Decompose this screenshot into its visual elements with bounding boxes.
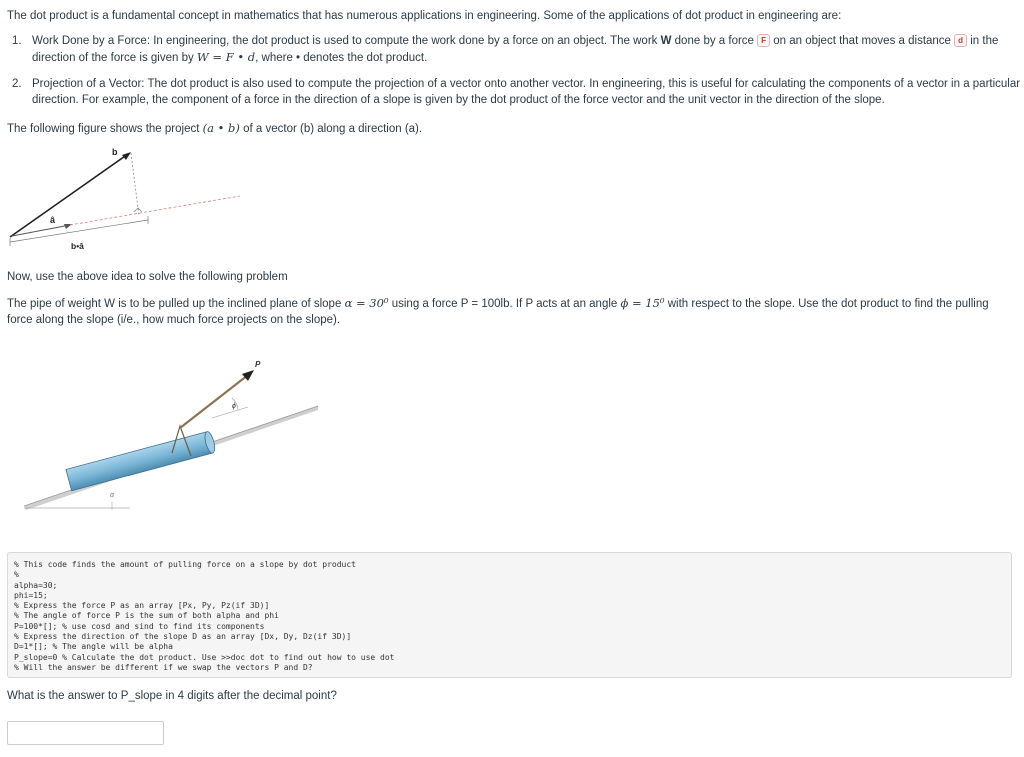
alpha-value: α = 30⁰ [344, 296, 389, 310]
label-p: P [255, 360, 261, 369]
label-phi: ϕ [232, 403, 236, 410]
pipe-incline-figure [20, 350, 330, 520]
figure1-caption: The following figure shows the project (a • b) of a vector (b) along a direction (a). [7, 121, 423, 135]
label-b: b [112, 147, 118, 157]
problem-text: The pipe of weight W is to be pulled up the inclined plane of slope α = 30⁰ using a force P = 100lb. If P acts at an angle ϕ = 15⁰ with respect to the slope. Use the dot product to find the pulling force along the slope (i/e., how much force projects on the slope). [7, 296, 989, 326]
transition-text: Now, use the above idea to solve the following problem [7, 271, 288, 283]
label-projection: b•â [71, 241, 84, 251]
list-item: 1. Work Done by a Force: In engineering, the dot product is used to compute the work done by a force on an object. The work W done by a force F on an object that moves a distance d in the direction of the force is given by W = F • d, where • denotes the dot product. [12, 35, 999, 64]
work-formula: W = F • d [196, 50, 256, 64]
code-block [7, 552, 1012, 678]
force-tag: F [757, 34, 770, 47]
label-alpha: α [110, 492, 114, 499]
phi-value: ϕ = 15⁰ [620, 296, 665, 310]
question-text: What is the answer to P_slope in 4 digits after the decimal point? [7, 690, 337, 702]
matlab-code: % This code finds the amount of pulling force on a slope by dot product % alpha=30; phi=15; % Express the force P as an array [Px, Py, Pz(if 3D)] % The angle of force P is the sum of both alpha and phi P=100*[]; % use cosd and sind to find its components % Express the direction of the slope D as an array [Dx, Dy, Dz(if 3D)] D=1*[]; % The angle will be alpha P_slope=0 % Calculate the dot product. Use >>doc dot to find out how to use dot % Will the answer be different if we swap the vectors P and D? [14, 560, 395, 672]
intro-text: The dot product is a fundamental concept in mathematics that has numerous applications in engineering. Some of the applications of dot product in engineering are: [7, 10, 842, 22]
label-a-hat: â [50, 215, 56, 225]
applications-list [7, 33, 1024, 118]
distance-tag: d [954, 34, 967, 47]
answer-input[interactable] [7, 721, 164, 745]
projection-figure [0, 138, 260, 258]
list-item: 2. Projection of a Vector: The dot product is also used to compute the projection of a vector onto another vector. In engineering, this is useful for calculating the components of a vector in a particular direction. For example, the component of a force in the direction of a slope is given by the dot product of the force vector and the unit vector in the direction of the slope. [12, 78, 1021, 106]
